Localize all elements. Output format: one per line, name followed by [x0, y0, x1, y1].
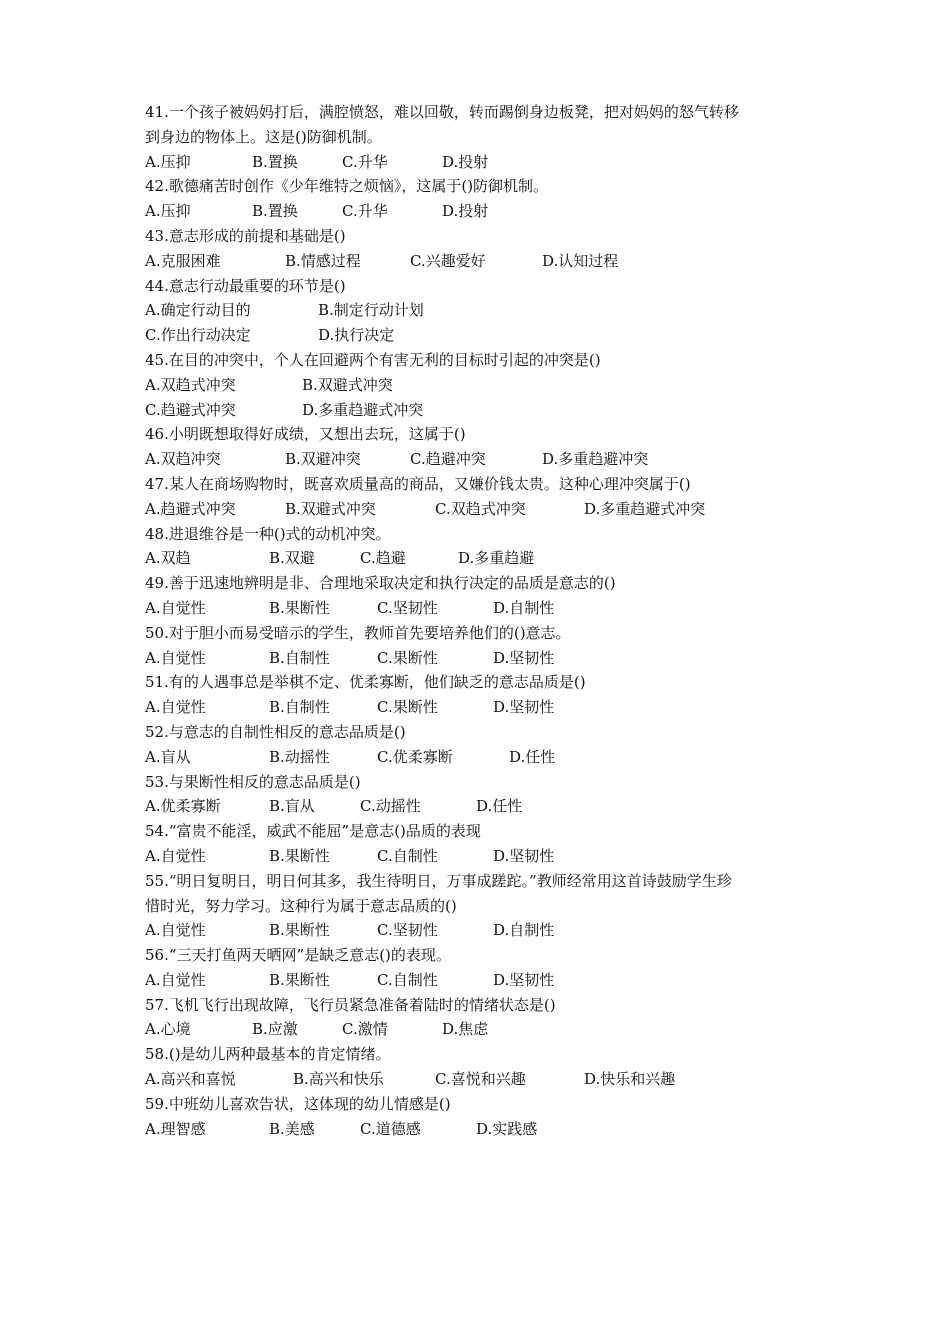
- question-stem: 47.某人在商场购物时，既喜欢质量高的商品，又嫌价钱太贵。这种心理冲突属于(): [145, 474, 691, 493]
- answer-option: A.压抑: [145, 152, 191, 171]
- answer-option: C.果断性: [377, 698, 438, 717]
- question-item: [145, 943, 825, 993]
- option-row: [145, 844, 825, 869]
- question-item: [145, 224, 825, 274]
- question-stem: 到身边的物体上。这是()防御机制。: [145, 127, 382, 146]
- answer-option: D.多重趋避式冲突: [302, 400, 424, 419]
- answer-option: D.自制性: [493, 598, 555, 617]
- question-stem: 46.小明既想取得好成绩，又想出去玩，这属于(): [145, 425, 466, 444]
- option-row: [145, 1017, 825, 1042]
- question-stem: 59.中班幼儿喜欢告状，这体现的幼儿情感是(): [145, 1094, 451, 1113]
- question-stem: 44.意志行动最重要的环节是(): [145, 276, 346, 295]
- question-item: [145, 571, 825, 621]
- answer-option: B.应激: [252, 1020, 298, 1039]
- option-row: [145, 398, 825, 423]
- question-stem: 53.与果断性相反的意志品质是(): [145, 772, 361, 791]
- option-row: [145, 646, 825, 671]
- answer-option: A.自觉性: [145, 970, 206, 989]
- answer-option: D.投射: [442, 202, 489, 221]
- answer-option: D.认知过程: [542, 251, 619, 270]
- question-stem: 54.“富贵不能淫，威武不能屈”是意志()品质的表现: [145, 822, 481, 841]
- answer-option: A.自觉性: [145, 598, 206, 617]
- answer-option: C.趋避式冲突: [145, 400, 236, 419]
- question-stem: 52.与意志的自制性相反的意志品质是(): [145, 722, 406, 741]
- answer-option: D.实践感: [476, 1119, 538, 1138]
- answer-option: C.坚韧性: [377, 921, 438, 940]
- question-stem: 43.意志形成的前提和基础是(): [145, 226, 346, 245]
- option-row: [145, 968, 825, 993]
- question-stem: 55.“明日复明日，明日何其多，我生待明日，万事成蹉跎。”教师经常用这首诗鼓励学生珍: [145, 871, 732, 890]
- answer-option: B.果断性: [269, 598, 330, 617]
- question-item: [145, 174, 825, 224]
- answer-option: A.心境: [145, 1020, 191, 1039]
- answer-option: A.盲从: [145, 747, 191, 766]
- question-item: [145, 621, 825, 671]
- option-row: [145, 249, 825, 274]
- answer-option: B.动摇性: [269, 747, 330, 766]
- answer-option: A.双趋式冲突: [145, 375, 236, 394]
- answer-option: B.双避式冲突: [285, 499, 376, 518]
- answer-option: A.高兴和喜悦: [145, 1070, 236, 1089]
- question-item: [145, 274, 825, 348]
- option-row: [145, 596, 825, 621]
- answer-option: A.自觉性: [145, 921, 206, 940]
- answer-option: B.果断性: [269, 846, 330, 865]
- answer-option: B.盲从: [269, 797, 315, 816]
- answer-option: B.高兴和快乐: [293, 1070, 384, 1089]
- answer-option: C.趋避: [360, 549, 406, 568]
- question-list: [145, 100, 825, 1141]
- question-item: [145, 819, 825, 869]
- question-item: [145, 770, 825, 820]
- answer-option: C.作出行动决定: [145, 326, 251, 345]
- answer-option: C.喜悦和兴趣: [435, 1070, 526, 1089]
- answer-option: D.快乐和兴趣: [584, 1070, 676, 1089]
- answer-option: C.道德感: [360, 1119, 421, 1138]
- option-row: [145, 373, 825, 398]
- answer-option: C.优柔寡断: [377, 747, 453, 766]
- answer-option: D.任性: [509, 747, 556, 766]
- answer-option: B.双避冲突: [285, 450, 361, 469]
- answer-option: A.自觉性: [145, 698, 206, 717]
- answer-option: D.多重趋避: [458, 549, 535, 568]
- option-row: [145, 298, 825, 323]
- answer-option: A.双趋冲突: [145, 450, 221, 469]
- answer-option: D.投射: [442, 152, 489, 171]
- answer-option: C.兴趣爱好: [410, 251, 486, 270]
- answer-option: B.自制性: [269, 648, 330, 667]
- answer-option: C.自制性: [377, 970, 438, 989]
- answer-option: C.升华: [342, 202, 388, 221]
- option-row: [145, 794, 825, 819]
- answer-option: A.优柔寡断: [145, 797, 221, 816]
- answer-option: D.任性: [476, 797, 523, 816]
- question-item: [145, 522, 825, 572]
- answer-option: C.坚韧性: [377, 598, 438, 617]
- answer-option: C.激情: [342, 1020, 388, 1039]
- answer-option: D.多重趋避冲突: [542, 450, 649, 469]
- option-row: [145, 1117, 825, 1142]
- question-stem: 惜时光，努力学习。这种行为属于意志品质的(): [145, 896, 457, 915]
- answer-option: D.多重趋避式冲突: [584, 499, 706, 518]
- option-row: [145, 497, 825, 522]
- answer-option: A.自觉性: [145, 846, 206, 865]
- question-stem: 45.在目的冲突中，个人在回避两个有害无利的目标时引起的冲突是(): [145, 350, 601, 369]
- answer-option: A.理智感: [145, 1119, 206, 1138]
- answer-option: B.制定行动计划: [318, 301, 424, 320]
- answer-option: B.双避式冲突: [302, 375, 393, 394]
- question-item: [145, 993, 825, 1043]
- option-row: [145, 150, 825, 175]
- answer-option: A.双趋: [145, 549, 191, 568]
- option-row: [145, 447, 825, 472]
- answer-option: C.动摇性: [360, 797, 421, 816]
- answer-option: C.自制性: [377, 846, 438, 865]
- question-item: [145, 869, 825, 943]
- answer-option: B.双避: [269, 549, 315, 568]
- question-stem: 56.“三天打鱼两天晒网”是缺乏意志()的表现。: [145, 946, 451, 965]
- answer-option: C.升华: [342, 152, 388, 171]
- answer-option: B.置换: [252, 152, 298, 171]
- answer-option: D.坚韧性: [493, 970, 555, 989]
- question-item: [145, 472, 825, 522]
- answer-option: B.美感: [269, 1119, 315, 1138]
- question-stem: 50.对于胆小而易受暗示的学生，教师首先要培养他们的()意志。: [145, 623, 571, 642]
- answer-option: D.自制性: [493, 921, 555, 940]
- option-row: [145, 1067, 825, 1092]
- question-item: [145, 720, 825, 770]
- question-item: [145, 422, 825, 472]
- answer-option: A.自觉性: [145, 648, 206, 667]
- question-stem: 48.进退维谷是一种()式的动机冲突。: [145, 524, 391, 543]
- answer-option: B.置换: [252, 202, 298, 221]
- answer-option: C.趋避冲突: [410, 450, 486, 469]
- question-stem: 57.飞机飞行出现故障，飞行员紧急准备着陆时的情绪状态是(): [145, 995, 556, 1014]
- option-row: [145, 323, 825, 348]
- question-stem: 49.善于迅速地辨明是非、合理地采取决定和执行决定的品质是意志的(): [145, 574, 616, 593]
- answer-option: D.焦虑: [442, 1020, 489, 1039]
- answer-option: A.趋避式冲突: [145, 499, 236, 518]
- option-row: [145, 546, 825, 571]
- answer-option: A.克服困难: [145, 251, 221, 270]
- answer-option: B.果断性: [269, 921, 330, 940]
- answer-option: B.自制性: [269, 698, 330, 717]
- question-item: [145, 1092, 825, 1142]
- question-stem: 41.一个孩子被妈妈打后，满腔愤怒，难以回敬，转而踢倒身边板凳，把对妈妈的怒气转移: [145, 103, 739, 121]
- option-row: [145, 199, 825, 224]
- option-row: [145, 745, 825, 770]
- answer-option: B.情感过程: [285, 251, 361, 270]
- question-stem: 51.有的人遇事总是举棋不定、优柔寡断，他们缺乏的意志品质是(): [145, 673, 586, 692]
- question-item: [145, 1042, 825, 1092]
- answer-option: D.执行决定: [318, 326, 395, 345]
- question-item: [145, 670, 825, 720]
- answer-option: C.双趋式冲突: [435, 499, 526, 518]
- answer-option: D.坚韧性: [493, 698, 555, 717]
- option-row: [145, 695, 825, 720]
- option-row: [145, 918, 825, 943]
- question-item: [145, 100, 825, 174]
- question-item: [145, 348, 825, 422]
- question-stem: 58.()是幼儿两种最基本的肯定情绪。: [145, 1045, 391, 1064]
- answer-option: C.果断性: [377, 648, 438, 667]
- answer-option: B.果断性: [269, 970, 330, 989]
- answer-option: A.确定行动目的: [145, 301, 251, 320]
- answer-option: A.压抑: [145, 202, 191, 221]
- question-stem: 42.歌德痛苦时创作《少年维特之烦恼》，这属于()防御机制。: [145, 177, 549, 196]
- answer-option: D.坚韧性: [493, 648, 555, 667]
- answer-option: D.坚韧性: [493, 846, 555, 865]
